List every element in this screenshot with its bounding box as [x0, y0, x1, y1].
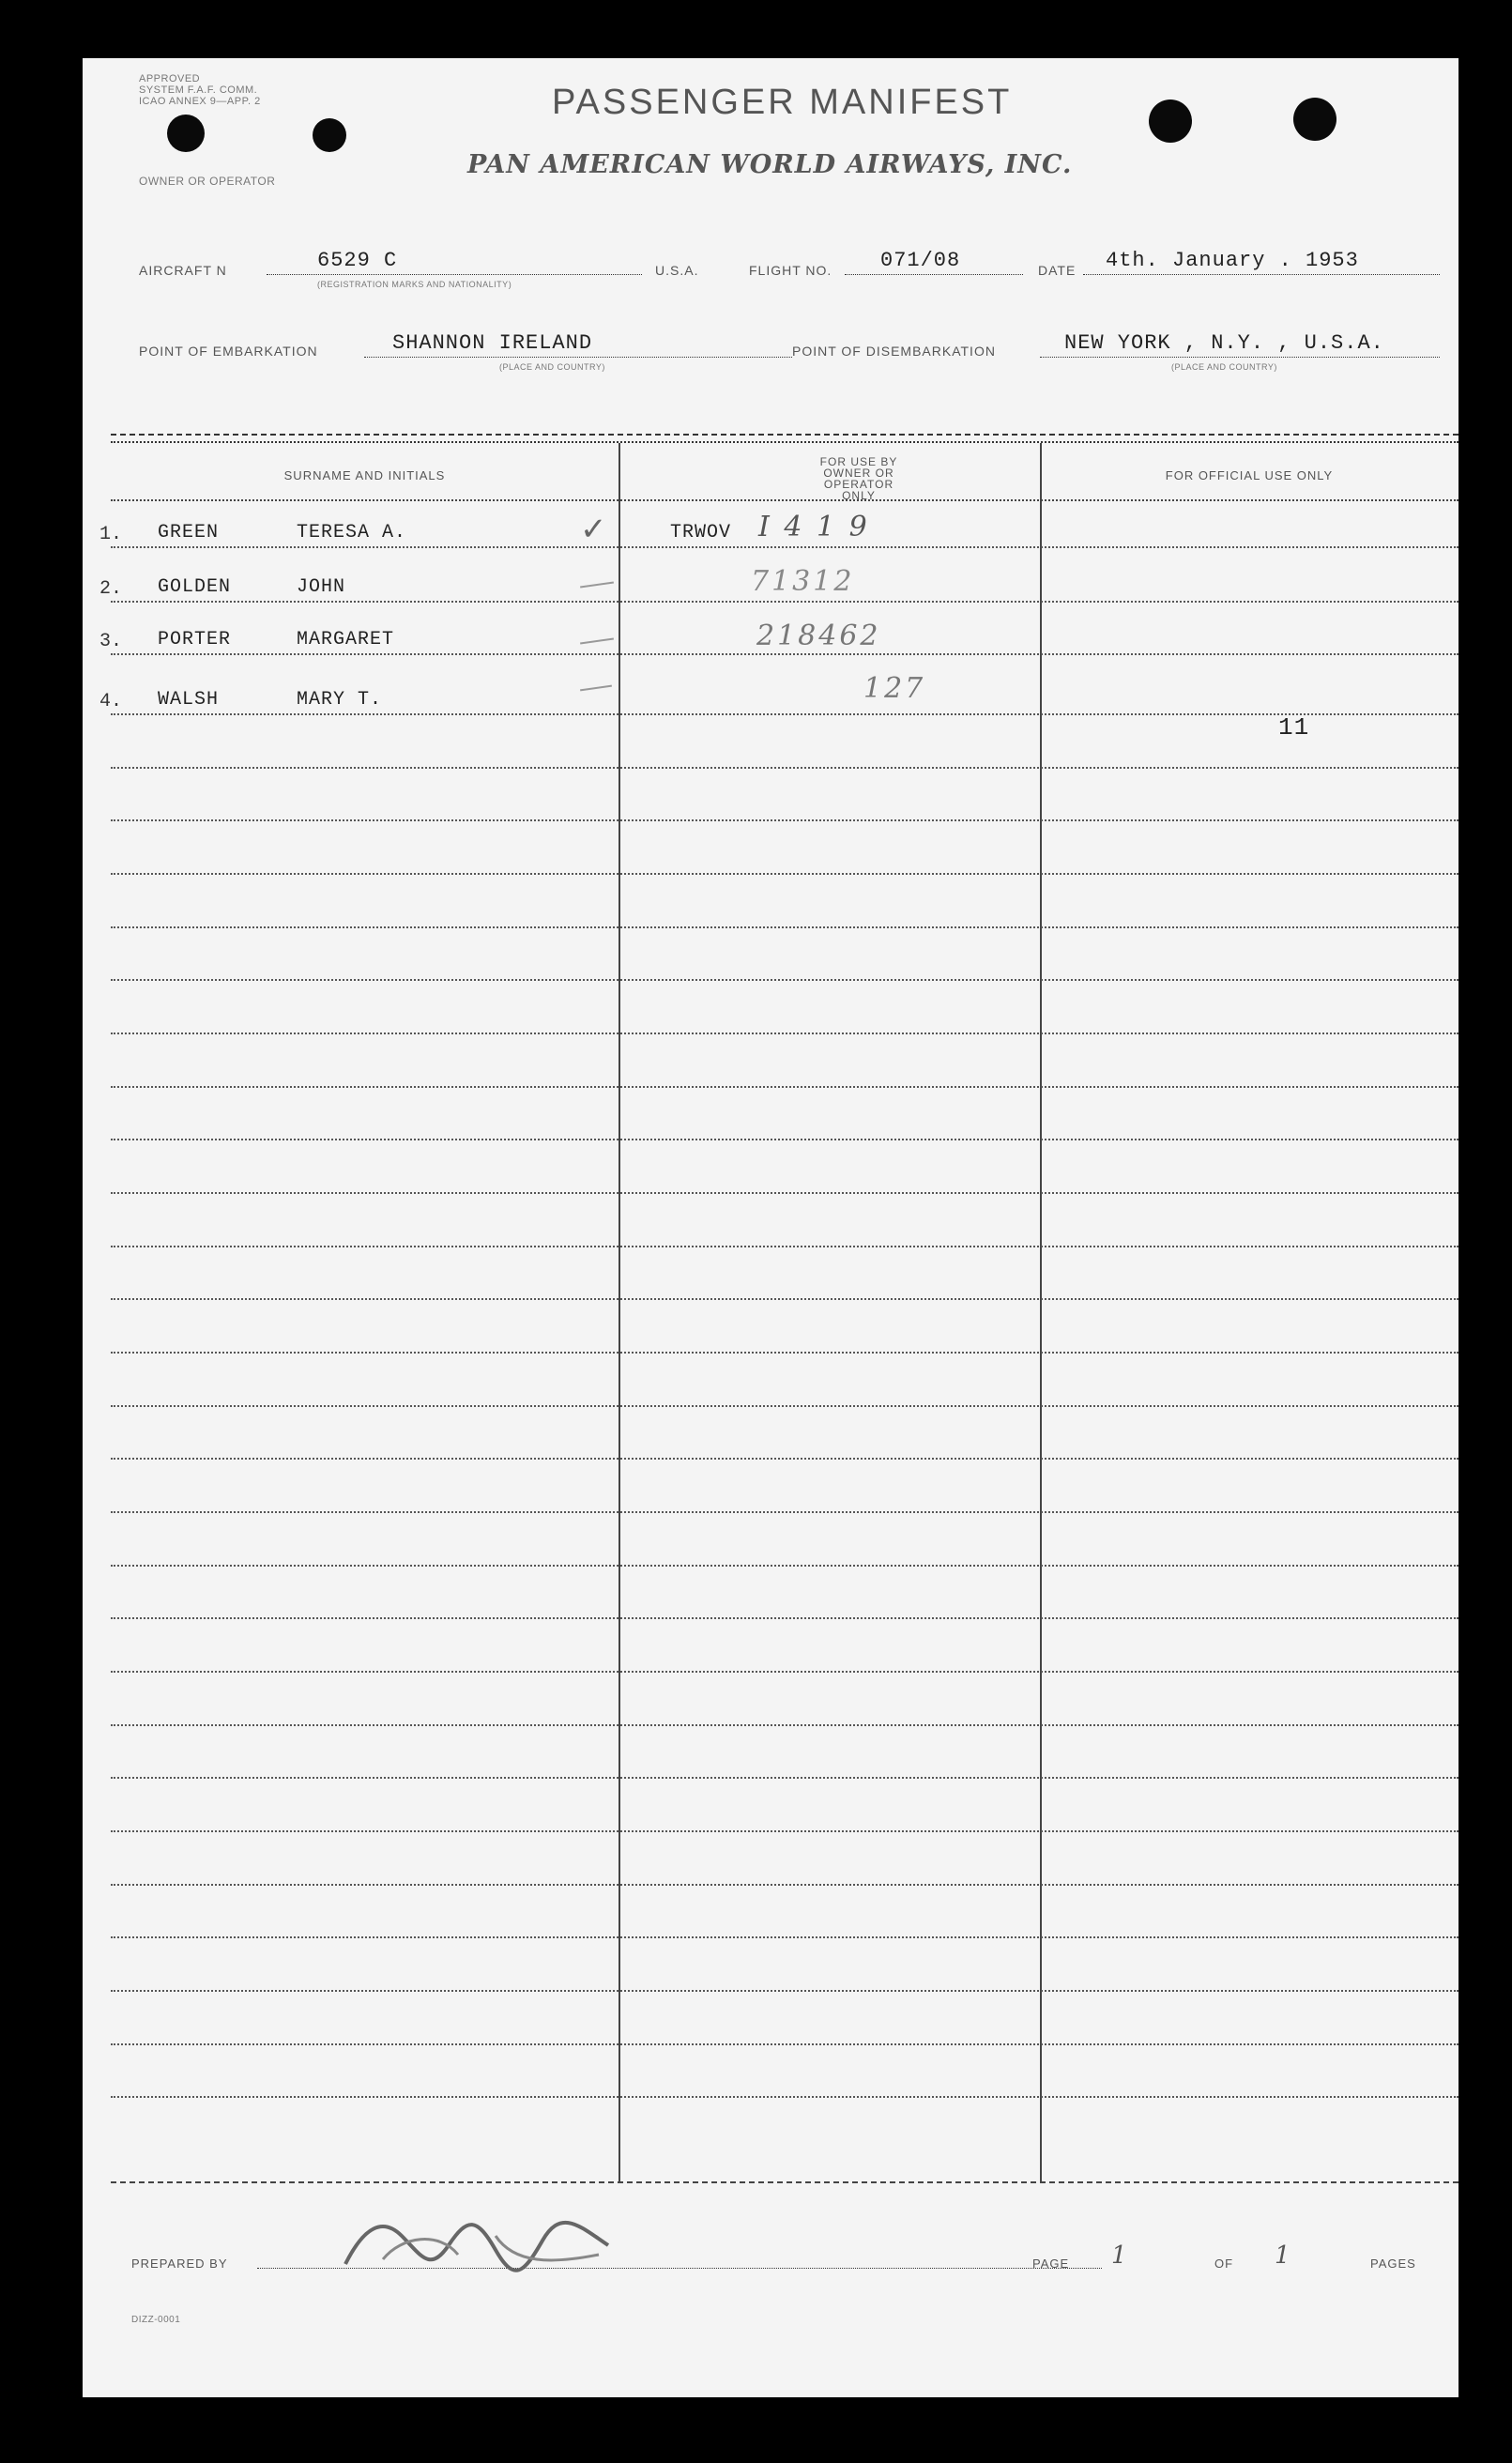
- table-top-border-2: [111, 441, 1459, 443]
- ruled-line: [111, 1192, 1459, 1194]
- ruled-line: [111, 2043, 1459, 2045]
- ruled-line: [111, 1139, 1459, 1140]
- ruled-line: [111, 1990, 1459, 1992]
- column-divider-2: [1040, 443, 1042, 2181]
- passenger-surname: WALSH: [158, 689, 220, 711]
- ruled-line: [111, 767, 1459, 769]
- ruled-line: [111, 1405, 1459, 1407]
- embark-label: POINT OF EMBARKATION: [139, 344, 318, 359]
- aircraft-underline: [267, 274, 642, 275]
- ruled-line: [111, 1617, 1459, 1619]
- column-divider-1: [619, 443, 620, 2181]
- manifest-sheet: [83, 58, 1459, 2397]
- form-code: DIZZ-0001: [131, 2315, 181, 2325]
- check-dash-icon: [580, 685, 612, 692]
- official-note: 11: [1278, 713, 1310, 742]
- approval-line-2: SYSTEM F.A.F. COMM.: [139, 84, 258, 96]
- aircraft-sublabel: (REGISTRATION MARKS AND NATIONALITY): [317, 280, 512, 289]
- disembark-sublabel: (PLACE AND COUNTRY): [1171, 362, 1277, 372]
- page-value: 1: [1111, 2241, 1130, 2270]
- page-title: PASSENGER MANIFEST: [552, 83, 1013, 122]
- column-header-surname: SURNAME AND INITIALS: [283, 468, 446, 482]
- ruled-line: [111, 2181, 1459, 2183]
- header-underline: [111, 499, 1459, 501]
- ruled-line: [111, 653, 1459, 655]
- approval-line-1: APPROVED: [139, 73, 201, 84]
- date-label: DATE: [1038, 263, 1077, 278]
- ruled-line: [111, 819, 1459, 821]
- ruled-line: [111, 1511, 1459, 1513]
- row-number: 3.: [99, 631, 123, 652]
- ruled-line: [111, 1884, 1459, 1886]
- column-header-official: FOR OFFICIAL USE ONLY: [1165, 468, 1334, 482]
- disembark-underline: [1040, 357, 1440, 358]
- table-top-border: [111, 434, 1459, 436]
- passenger-surname: GOLDEN: [158, 576, 232, 598]
- ruled-line: [111, 1086, 1459, 1088]
- pages-label: PAGES: [1370, 2256, 1416, 2271]
- embark-underline: [364, 357, 792, 358]
- punch-hole-4: [1293, 98, 1336, 141]
- operator-name: PAN AMERICAN WORLD AIRWAYS, INC.: [467, 150, 1073, 179]
- prepared-by-label: PREPARED BY: [131, 2256, 228, 2271]
- check-dash-icon: [580, 638, 614, 645]
- ruled-line: [111, 1298, 1459, 1300]
- ruled-line: [111, 1352, 1459, 1354]
- operator-handwritten-code: 218462: [756, 620, 881, 652]
- date-value: 4th. January . 1953: [1106, 249, 1359, 272]
- check-mark-icon: ✓: [580, 511, 607, 548]
- disembark-label: POINT OF DISEMBARKATION: [792, 344, 996, 359]
- operator-handwritten-code: I 4 1 9: [758, 511, 870, 543]
- ruled-line: [111, 1830, 1459, 1832]
- ruled-line: [111, 873, 1459, 875]
- ruled-line: [111, 1724, 1459, 1726]
- flight-underline: [845, 274, 1023, 275]
- row-number: 2.: [99, 578, 123, 600]
- punch-hole-2: [313, 118, 346, 152]
- ruled-line: [111, 601, 1459, 603]
- ruled-line: [111, 1936, 1459, 1938]
- ruled-line: [111, 979, 1459, 981]
- aircraft-label: AIRCRAFT N: [139, 263, 227, 278]
- column-header-operator: FOR USE BY OWNER OR OPERATOR ONLY: [819, 455, 898, 502]
- ruled-line: [111, 2096, 1459, 2098]
- ruled-line: [111, 713, 1459, 715]
- ruled-line: [111, 546, 1459, 548]
- row-number: 4.: [99, 691, 123, 712]
- check-dash-icon: [580, 582, 614, 589]
- passenger-surname: GREEN: [158, 522, 220, 543]
- ruled-line: [111, 1671, 1459, 1673]
- operator-handwritten-code: 127: [863, 672, 926, 705]
- punch-hole-1: [167, 115, 205, 152]
- signature: [327, 2208, 627, 2283]
- passenger-initials: MARGARET: [297, 629, 395, 650]
- ruled-line: [111, 1458, 1459, 1460]
- ruled-line: [111, 1565, 1459, 1567]
- ruled-line: [111, 1777, 1459, 1779]
- approval-line-3: ICAO ANNEX 9—APP. 2: [139, 96, 261, 107]
- punch-hole-3: [1149, 99, 1192, 143]
- of-value: 1: [1275, 2241, 1293, 2270]
- disembark-value: NEW YORK , N.Y. , U.S.A.: [1064, 331, 1384, 355]
- flight-label: FLIGHT NO.: [749, 263, 832, 278]
- ruled-line: [111, 1033, 1459, 1034]
- embark-sublabel: (PLACE AND COUNTRY): [499, 362, 605, 372]
- row-number: 1.: [99, 524, 123, 545]
- passenger-initials: MARY T.: [297, 689, 383, 711]
- country-label: U.S.A.: [655, 263, 699, 278]
- aircraft-value: 6529 C: [317, 249, 398, 272]
- date-underline: [1083, 274, 1440, 275]
- passenger-surname: PORTER: [158, 629, 232, 650]
- page-label: PAGE: [1032, 2256, 1070, 2271]
- passenger-initials: TERESA A.: [297, 522, 407, 543]
- of-label: OF: [1214, 2256, 1234, 2271]
- ruled-line: [111, 926, 1459, 928]
- passenger-initials: JOHN: [297, 576, 346, 598]
- embark-value: SHANNON IRELAND: [392, 331, 593, 355]
- owner-label: OWNER OR OPERATOR: [139, 175, 276, 188]
- flight-value: 071/08: [880, 249, 961, 272]
- operator-handwritten-code: 71312: [751, 565, 855, 598]
- ruled-line: [111, 1246, 1459, 1247]
- operator-typed-code: TRWOV: [670, 522, 732, 543]
